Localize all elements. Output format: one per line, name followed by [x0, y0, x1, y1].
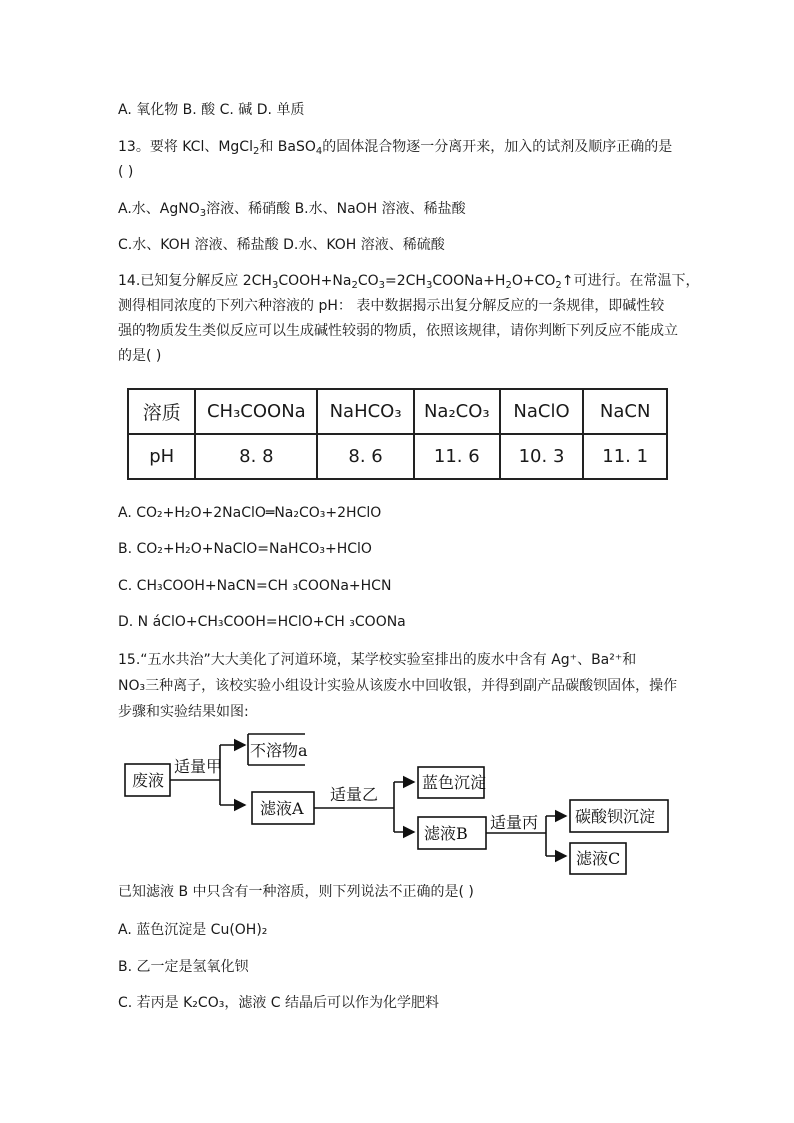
flow-reagent3-label: 适量丙 — [490, 813, 539, 832]
flow-reagent1-label: 适量甲 — [174, 757, 223, 776]
q15-option-b: B. 乙一定是氢氧化钡 — [118, 959, 249, 975]
q12-options: A. 氧化物 B. 酸 C. 碱 D. 单质 — [118, 102, 305, 118]
q14-line1-f: O+CO — [511, 273, 556, 289]
flow-insoluble-label: 不溶物a — [250, 741, 308, 760]
q14-line4: 的是( ) — [118, 348, 162, 364]
q14-line3: 强的物质发生类似反应可以生成碱性较弱的物质，依照该规律，请你判断下列反应不能成立 — [118, 323, 678, 339]
q13-stem-text1: 13。要将 KCl、MgCl — [118, 139, 253, 155]
q15-known: 已知滤液 B 中只含有一种溶质，则下列说法不正确的是( ) — [118, 884, 474, 900]
q15-line1: 15.“五水共治”大大美化了河道环境，某学校实验室排出的废水中含有 Ag⁺、Ba²⁺和 — [118, 652, 637, 668]
q14-line1-g: ↑可进行。在常温下， — [561, 273, 700, 289]
q13-option-ab-sub: 3 — [199, 208, 207, 219]
flow-blue-ppt-label: 蓝色沉淀 — [422, 773, 487, 792]
table-ph-value: 8. 8 — [195, 434, 317, 479]
q13-paren: ( ) — [118, 164, 134, 180]
q14-line1-e: COONa+H — [432, 273, 506, 289]
q13-option-ab-text2: 溶液、稀硝酸 B.水、NaOH 溶液、稀盐酸 — [206, 201, 466, 217]
q14-option-b: B. CO₂+H₂O+NaClO=NaHCO₃+HClO — [118, 541, 372, 557]
table-solute: NaHCO₃ — [317, 389, 414, 434]
q14-option-a: A. CO₂+H₂O+2NaClO═Na₂CO₃+2HClO — [118, 505, 382, 521]
table-solute: NaCN — [583, 389, 667, 434]
q13-stem-text2: 和 BaSO — [259, 139, 316, 155]
flow-waste-label: 废液 — [132, 771, 165, 790]
q13-option-ab-text1: A.水、AgNO — [118, 201, 200, 217]
q14-line1: 14.已知复分解反应 $2CH_3COOH+Na_2CO_3=2CH_3COONa+H_2O+CO_2↑$可进行。在常温下， — [118, 273, 700, 291]
flow-reagent2-label: 适量乙 — [330, 785, 379, 804]
q13-stem-text3: 的固体混合物逐一分离开来，加入的试剂及顺序正确的是 — [322, 139, 673, 155]
q14-line1-c: CO — [357, 273, 379, 289]
q14-line1-d: =2CH — [384, 273, 426, 289]
q14-line2: 测得相同浓度的下列六种溶液的 pH： 表中数据揭示出复分解反应的一条规律，即碱性较 — [118, 298, 665, 314]
q14-option-c: C. CH₃COOH+NaCN=CH ₃COONa+HCN — [118, 578, 392, 594]
table-solute: CH₃COONa — [195, 389, 317, 434]
q13-option-cd: C.水、KOH 溶液、稀盐酸 D.水、KOH 溶液、稀硫酸 — [118, 237, 445, 253]
q13-sub2: 4 — [315, 146, 323, 157]
flow-filtrate-a-label: 滤液A — [260, 799, 304, 818]
q15-option-a: A. 蓝色沉淀是 Cu(OH)₂ — [118, 922, 268, 938]
table-ph-value: 11. 6 — [414, 434, 500, 479]
q15-option-c: C. 若丙是 K₂CO₃，滤液 C 结晶后可以作为化学肥料 — [118, 995, 440, 1011]
table-solute: NaClO — [500, 389, 584, 434]
q15-line3: 步骤和实验结果如图: — [118, 704, 249, 720]
table-ph-value: 11. 1 — [583, 434, 667, 479]
table-header-label: 溶质 — [128, 389, 195, 434]
q13-sub1: 2 — [252, 146, 260, 157]
q14-line1-b: COOH+Na — [278, 273, 352, 289]
flow-filtrate-c-label: 滤液C — [576, 849, 621, 868]
q14-line1-a: 14.已知复分解反应 2CH — [118, 273, 272, 289]
q14-option-d: D. N áClO+CH₃COOH=HClO+CH ₃COONa — [118, 614, 406, 630]
table-ph-value: 10. 3 — [500, 434, 584, 479]
table-row-label: pH — [128, 434, 195, 479]
flow-baco3-label: 碳酸钡沉淀 — [575, 807, 656, 826]
q15-line2: NO₃三种离子，该校实验小组设计实验从该废水中回收银，并得到副产品碳酸钡固体，操作 — [118, 678, 678, 694]
table-solute: Na₂CO₃ — [414, 389, 500, 434]
table-ph-value: 8. 6 — [317, 434, 414, 479]
flow-filtrate-b-label: 滤液B — [424, 824, 468, 843]
